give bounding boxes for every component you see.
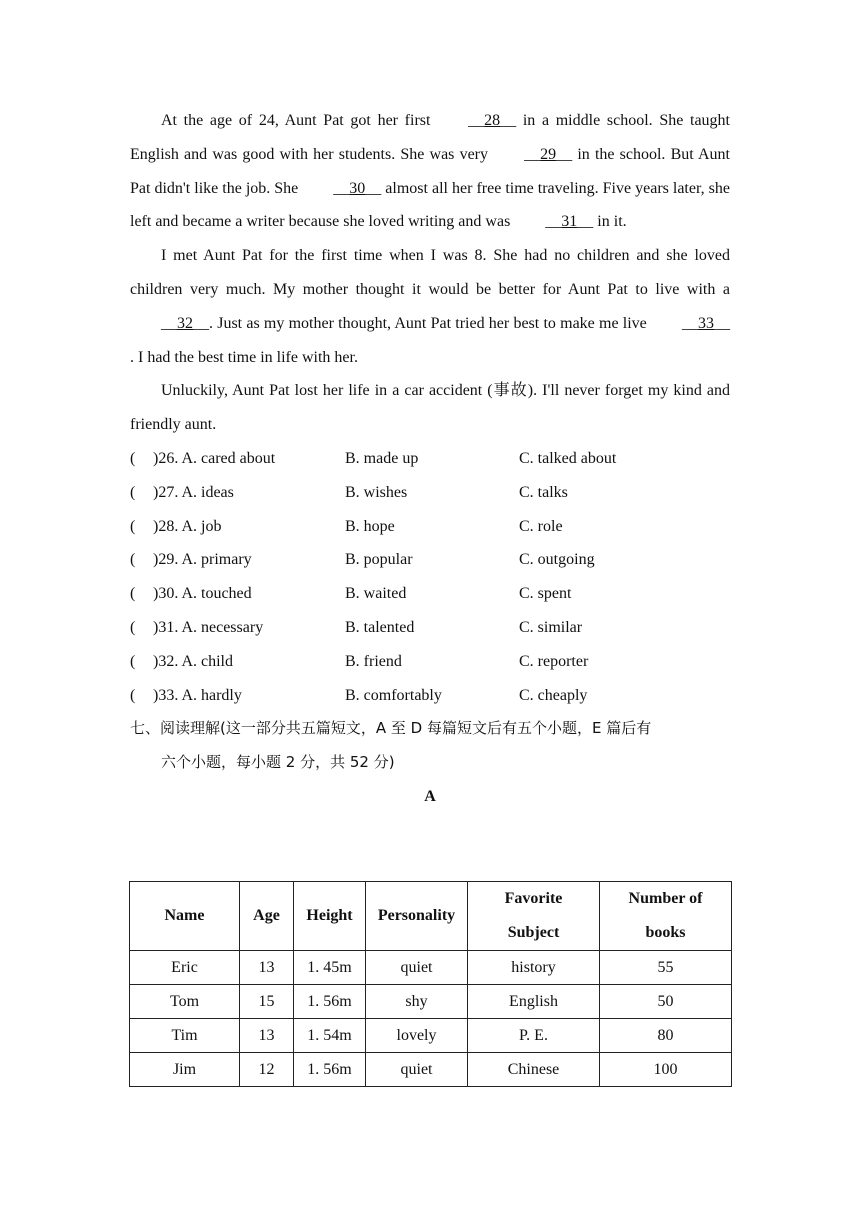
option-b: B. friend <box>345 652 402 670</box>
blank-number: 32 <box>177 314 193 332</box>
section-heading-line: 七、阅读理解(这一部分共五篇短文，A 至 D 每篇短文后有五个小题，E 篇后有 <box>130 719 652 738</box>
option-c: C. outgoing <box>519 551 595 569</box>
option-c: C. spent <box>519 585 572 603</box>
option-b: B. talented <box>345 618 415 636</box>
passage-letter: A <box>424 787 436 805</box>
cell: quiet <box>366 1053 468 1087</box>
blank-number: 31 <box>561 213 578 231</box>
option-a: )26. A. cared about <box>153 449 276 467</box>
blank-number: 30 <box>349 179 366 197</box>
option-a: )29. A. primary <box>153 551 252 569</box>
table-row <box>130 951 732 985</box>
question-row <box>130 510 730 544</box>
header-line: books <box>645 924 686 941</box>
option-b: B. made up <box>345 449 419 467</box>
text: . I had the best time in life with her. <box>130 348 358 366</box>
table-row <box>130 1019 732 1053</box>
blank-number: 28 <box>484 112 501 129</box>
cell: Tim <box>130 1019 240 1053</box>
question-row <box>130 645 730 679</box>
header-favorite-subject <box>468 882 600 951</box>
blank-29: __29__ <box>524 145 573 163</box>
option-a: )31. A. necessary <box>153 618 264 636</box>
option-a: )28. A. job <box>153 517 222 535</box>
text: almost all her free time traveling. Five years later, she left and became a writer because she loved writing and was <box>130 179 731 231</box>
cell: 1. 56m <box>294 985 366 1019</box>
header-height: Height <box>294 882 366 951</box>
cell: quiet <box>366 951 468 985</box>
header-line: Favorite <box>504 890 563 907</box>
question-list <box>130 442 730 712</box>
table-header-row <box>130 882 732 951</box>
student-table <box>129 881 732 1087</box>
section-heading <box>130 712 730 780</box>
option-b: B. comfortably <box>345 686 442 704</box>
answer-paren: ( <box>130 618 136 636</box>
cell: history <box>468 951 600 985</box>
question-row <box>130 543 730 577</box>
question-row <box>130 442 730 476</box>
header-line: Subject <box>507 924 560 941</box>
cell: 1. 45m <box>294 951 366 985</box>
blank-28: __28__ <box>468 112 517 129</box>
answer-paren: ( <box>130 585 136 603</box>
cell: 50 <box>600 985 732 1019</box>
cell: 13 <box>240 1019 294 1053</box>
option-c: C. similar <box>519 618 583 636</box>
paragraph-3: Unluckily, Aunt Pat lost her life in a car accident (事故). I'll never forget my kind and friendly aunt. <box>130 382 730 434</box>
blank-32: __32__ <box>161 314 209 332</box>
option-a: )32. A. child <box>153 652 233 670</box>
question-row <box>130 577 730 611</box>
text: in it. <box>593 213 627 231</box>
blank-33: __33__ <box>682 314 730 332</box>
cell: 1. 56m <box>294 1053 366 1087</box>
cell: Eric <box>130 951 240 985</box>
header-age: Age <box>240 882 294 951</box>
header-name: Name <box>130 882 240 951</box>
cell: 1. 54m <box>294 1019 366 1053</box>
blank-number: 33 <box>698 314 714 332</box>
option-c: C. cheaply <box>519 686 588 704</box>
option-b: B. popular <box>345 551 413 569</box>
blank-number: 29 <box>540 145 557 163</box>
blank-30: __30__ <box>333 179 382 197</box>
text: I met Aunt Pat for the first time when I was 8. She had no children and she loved children very much. My mother thought it would be better for Aunt Pat to live with a <box>130 247 730 298</box>
question-row <box>130 476 730 510</box>
cell: 13 <box>240 951 294 985</box>
blank-31: __31__ <box>545 213 594 231</box>
cell: 15 <box>240 985 294 1019</box>
cell: 100 <box>600 1053 732 1087</box>
header-personality: Personality <box>366 882 468 951</box>
cell: Chinese <box>468 1053 600 1087</box>
option-b: B. hope <box>345 517 395 535</box>
question-row <box>130 679 730 713</box>
header-line: Number of <box>628 890 703 907</box>
answer-paren: ( <box>130 686 136 704</box>
option-c: C. reporter <box>519 652 589 670</box>
cell: lovely <box>366 1019 468 1053</box>
document-page <box>130 104 730 814</box>
paragraph-2 <box>130 239 730 374</box>
option-a: )27. A. ideas <box>153 483 234 501</box>
cell: Tom <box>130 985 240 1019</box>
answer-paren: ( <box>130 551 136 569</box>
cell: 12 <box>240 1053 294 1087</box>
header-number-of-books <box>600 882 732 951</box>
cell: shy <box>366 985 468 1019</box>
answer-paren: ( <box>130 483 136 501</box>
option-c: C. talks <box>519 483 568 501</box>
answer-paren: ( <box>130 652 136 670</box>
option-b: B. waited <box>345 585 407 603</box>
option-a: )30. A. touched <box>153 585 252 603</box>
cell: English <box>468 985 600 1019</box>
paragraph-1 <box>130 104 730 239</box>
text: . Just as my mother thought, Aunt Pat tried her best to make me live <box>209 314 651 332</box>
option-b: B. wishes <box>345 483 408 501</box>
answer-paren: ( <box>130 517 136 535</box>
option-a: )33. A. hardly <box>153 686 242 704</box>
cell: 55 <box>600 951 732 985</box>
table-row <box>130 1053 732 1087</box>
text: At the age of 24, Aunt Pat got her first <box>161 112 438 129</box>
cell: Jim <box>130 1053 240 1087</box>
answer-paren: ( <box>130 449 136 467</box>
option-c: C. talked about <box>519 449 617 467</box>
option-c: C. role <box>519 517 563 535</box>
text: in a middle school. She taught English and was good with her students. She was very <box>130 112 730 163</box>
cell: P. E. <box>468 1019 600 1053</box>
text: in the school. But Aunt Pat didn't like the job. She <box>130 145 731 197</box>
cell: 80 <box>600 1019 732 1053</box>
table-row <box>130 985 732 1019</box>
question-row <box>130 611 730 645</box>
section-heading-line: 六个小题，每小题 2 分，共 52 分) <box>161 753 395 772</box>
